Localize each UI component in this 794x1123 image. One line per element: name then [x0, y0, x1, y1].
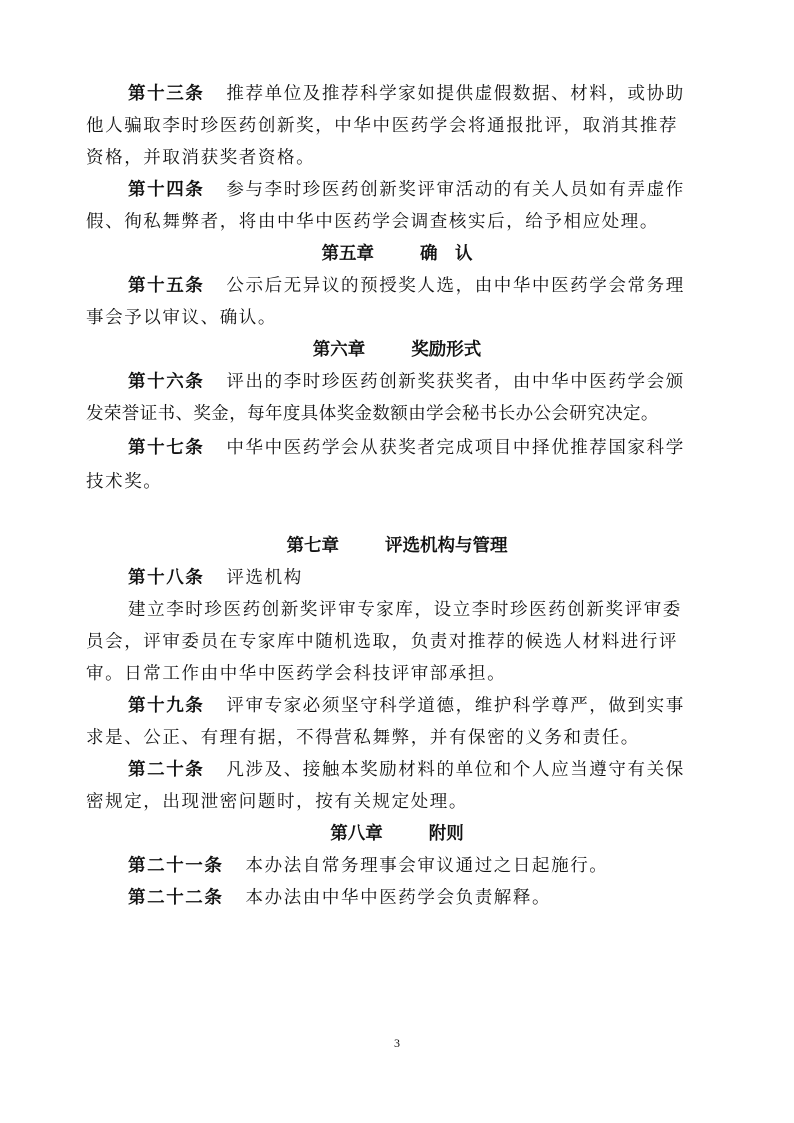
article-14-text-1: 参与李时珍医药创新奖评审活动的有关人员如有弄虚作: [226, 180, 685, 200]
article-18-line-1: [128, 562, 768, 594]
article-20-line-1: [128, 754, 768, 786]
article-15-line-2: 事会予以审议、确认。: [86, 308, 277, 328]
article-22-text-1: 本办法由中华中医药学会负责解释。: [245, 888, 552, 908]
article-17-text-1: 中华中医药学会从获奖者完成项目中择优推荐国家科学: [226, 438, 685, 458]
article-13-line-2: 他人骗取李时珍医药创新奖，中华中医药学会将通报批评，取消其推荐: [86, 116, 679, 136]
article-21-label: 第二十一条: [128, 856, 224, 876]
article-15-label: 第十五条: [128, 276, 205, 296]
article-15-text-1: 公示后无异议的预授奖人选，由中华中医药学会常务理: [226, 276, 685, 296]
chapter-7-number: 第七章: [286, 536, 339, 556]
article-19-line-1: [128, 690, 768, 722]
chapter-6-number: 第六章: [312, 340, 366, 360]
article-14-line-2: 假、徇私舞弊者，将由中华中医药学会调查核实后，给予相应处理。: [86, 212, 659, 232]
article-13-line-3: 资格，并取消获奖者资格。: [86, 148, 316, 168]
article-18-line-4: 审。日常工作由中华中医药学会科技评审部承担。: [86, 664, 507, 684]
article-17-line-2: 技术奖。: [86, 472, 163, 492]
article-21-line-1: [128, 850, 768, 882]
article-19-line-2: 求是、公正、有理有据，不得营私舞弊，并有保密的义务和责任。: [86, 728, 640, 748]
article-17-line-1: [128, 432, 768, 464]
article-18-text-1: 评选机构: [226, 568, 303, 588]
chapter-7-heading: [0, 530, 794, 562]
chapter-6-title: 奖励形式: [411, 340, 482, 360]
article-18-label: 第十八条: [128, 568, 205, 588]
article-18-line-3: 员会，评审委员在专家库中随机选取，负责对推荐的候选人材料进行评: [86, 632, 679, 652]
chapter-5-number: 第五章: [321, 244, 374, 264]
chapter-8-title: 附则: [428, 824, 464, 844]
article-17-label: 第十七条: [128, 438, 205, 458]
article-16-text-1: 评出的李时珍医药创新奖获奖者，由中华中医药学会颁: [226, 372, 685, 392]
chapter-7-title: 评选机构与管理: [385, 536, 508, 556]
article-15-line-1: [128, 270, 768, 302]
article-22-label: 第二十二条: [128, 888, 224, 908]
article-14-label: 第十四条: [128, 180, 205, 200]
page-number: 3: [394, 1036, 400, 1050]
chapter-5-heading: [0, 238, 794, 270]
article-16-line-2: 发荣誉证书、奖金，每年度具体奖金数额由学会秘书长办公会研究决定。: [86, 404, 659, 424]
chapter-8-heading: [0, 818, 794, 850]
article-13-line-1: [128, 78, 768, 110]
chapter-8-number: 第八章: [330, 824, 383, 844]
article-19-label: 第十九条: [128, 696, 205, 716]
article-22-line-1: [128, 882, 768, 914]
article-13-label: 第十三条: [128, 84, 205, 104]
article-19-text-1: 评审专家必须坚守科学道德，维护科学尊严，做到实事: [226, 696, 685, 716]
article-16-line-1: [128, 366, 768, 398]
article-20-line-2: 密规定，出现泄密问题时，按有关规定处理。: [86, 792, 468, 812]
article-16-label: 第十六条: [128, 372, 205, 392]
article-21-text-1: 本办法自常务理事会审议通过之日起施行。: [245, 856, 609, 876]
article-14-line-1: [128, 174, 768, 206]
article-20-label: 第二十条: [128, 760, 205, 780]
article-18-line-2: 建立李时珍医药创新奖评审专家库，设立李时珍医药创新奖评审委: [128, 600, 682, 620]
chapter-5-title: 确 认: [420, 244, 473, 264]
article-13-text-1: 推荐单位及推荐科学家如提供虚假数据、材料，或协助: [226, 84, 685, 104]
article-20-text-1: 凡涉及、接触本奖励材料的单位和个人应当遵守有关保: [226, 760, 685, 780]
chapter-6-heading: [0, 334, 794, 366]
